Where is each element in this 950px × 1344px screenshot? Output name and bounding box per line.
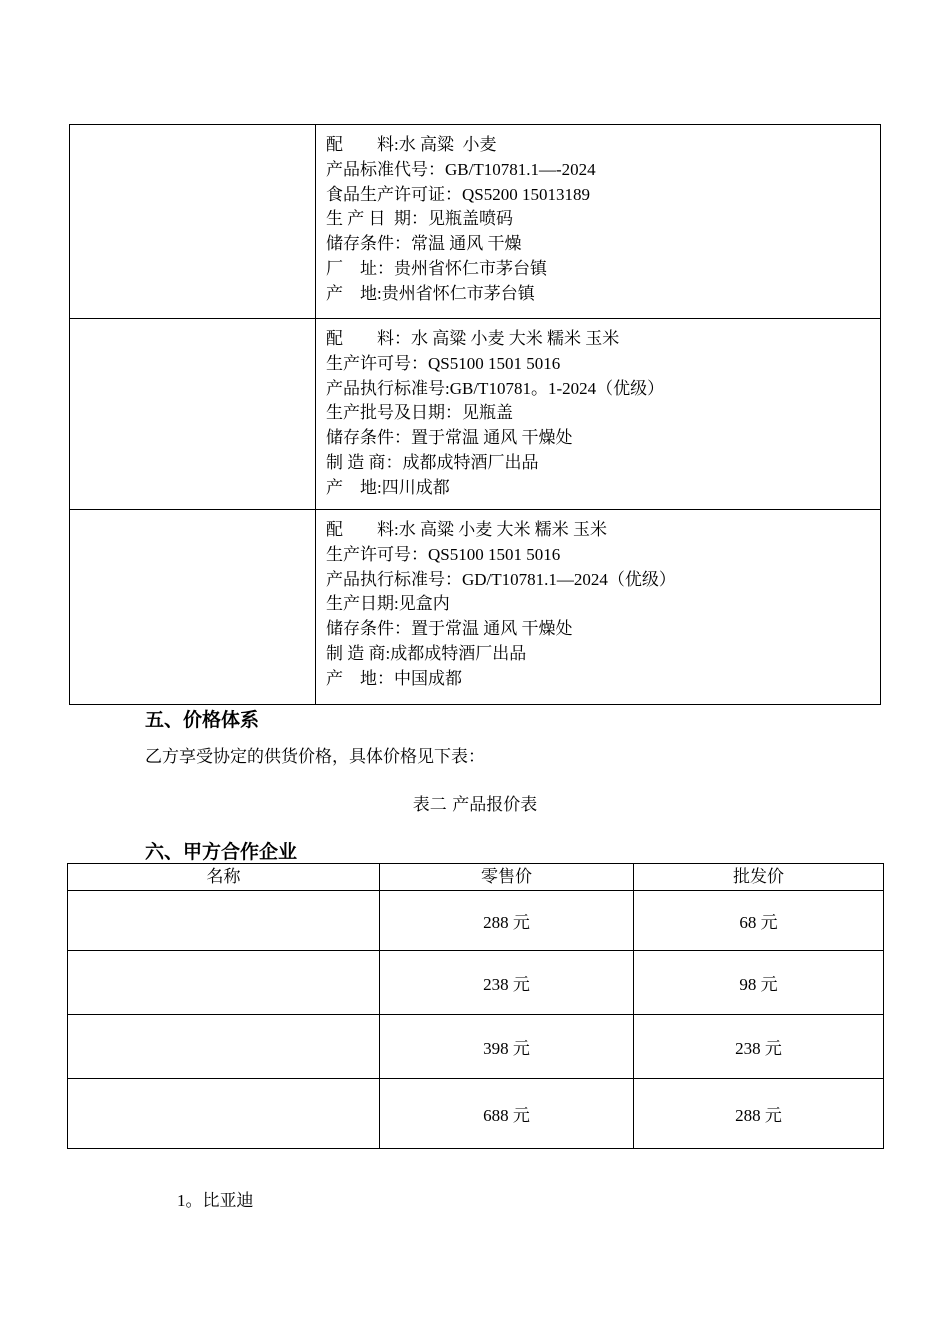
product-name-cell [68, 891, 380, 951]
wholesale-price-cell: 68 元 [634, 891, 884, 951]
header-name: 名称 [68, 864, 380, 891]
spec-line: 生产批号及日期：见瓶盖 [326, 403, 513, 423]
retail-price-cell: 288 元 [380, 891, 634, 951]
table-row [68, 891, 884, 951]
spec-line: 产 地:贵州省怀仁市茅台镇 [326, 283, 535, 303]
table-row [68, 1079, 884, 1149]
table-caption: 表二 产品报价表 [412, 795, 538, 815]
header-wholesale: 批发价 [634, 864, 884, 891]
retail-price-cell: 238 元 [380, 951, 634, 1015]
spec-detail-cell [316, 510, 881, 705]
spec-row [70, 125, 881, 319]
price-table [67, 863, 884, 1149]
product-name-cell [68, 1079, 380, 1149]
section-5-text: 乙方享受协定的供货价格，具体价格见下表： [145, 747, 485, 766]
product-name-cell [68, 1015, 380, 1079]
retail-price-cell: 398 元 [380, 1015, 634, 1079]
spec-line: 生产许可号：QS5100 1501 5016 [326, 544, 561, 564]
spec-detail-cell [316, 125, 881, 319]
spec-line: 生产许可号：QS5100 1501 5016 [326, 353, 561, 373]
spec-line: 厂 址：贵州省怀仁市茅台镇 [326, 258, 547, 278]
price-table-header [68, 864, 884, 891]
spec-line: 产 地:四川成都 [326, 477, 450, 497]
spec-line: 产品执行标准号:GB/T10781。1-2024（优级） [326, 378, 665, 398]
product-name-cell [68, 951, 380, 1015]
spec-line: 配 料:水 高粱 小麦 [326, 135, 497, 154]
wholesale-price-cell: 288 元 [634, 1079, 884, 1149]
spec-line: 储存条件：置于常温 通风 干燥处 [326, 619, 573, 639]
section-6-heading: 六、甲方合作企业 [145, 841, 298, 863]
spec-detail-cell [316, 319, 881, 510]
spec-name-cell [70, 125, 316, 319]
spec-line: 制 造 商:成都成特酒厂出品 [326, 643, 527, 663]
spec-line: 食品生产许可证：QS5200 15013189 [326, 184, 590, 204]
product-spec-table [69, 124, 881, 705]
wholesale-price-cell: 238 元 [634, 1015, 884, 1079]
spec-row [70, 319, 881, 510]
spec-line: 配 料：水 高粱 小麦 大米 糯米 玉米 [326, 329, 620, 348]
spec-line: 制 造 商：成都成特酒厂出品 [326, 452, 539, 472]
spec-line: 储存条件：置于常温 通风 干燥处 [326, 428, 573, 448]
spec-row [70, 510, 881, 705]
spec-line: 产 地：中国成都 [326, 668, 462, 688]
table-row [68, 1015, 884, 1079]
section-5-heading: 五、价格体系 [145, 709, 260, 731]
partner-list-item: 1。比亚迪 [177, 1191, 254, 1210]
table-row [68, 951, 884, 1015]
wholesale-price-cell: 98 元 [634, 951, 884, 1015]
retail-price-cell: 688 元 [380, 1079, 634, 1149]
spec-line: 配 料:水 高粱 小麦 大米 糯米 玉米 [326, 520, 607, 539]
spec-line: 产品执行标准号：GD/T10781.1—2024（优级） [326, 569, 676, 589]
spec-line: 生产日期:见盒内 [326, 594, 450, 614]
spec-line: 产品标准代号：GB/T10781.1—-2024 [326, 159, 596, 179]
spec-line: 储存条件：常温 通风 干燥 [326, 234, 522, 254]
spec-name-cell [70, 319, 316, 510]
spec-name-cell [70, 510, 316, 705]
header-retail: 零售价 [380, 864, 634, 891]
spec-line: 生 产 日 期：见瓶盖喷码 [326, 209, 513, 229]
